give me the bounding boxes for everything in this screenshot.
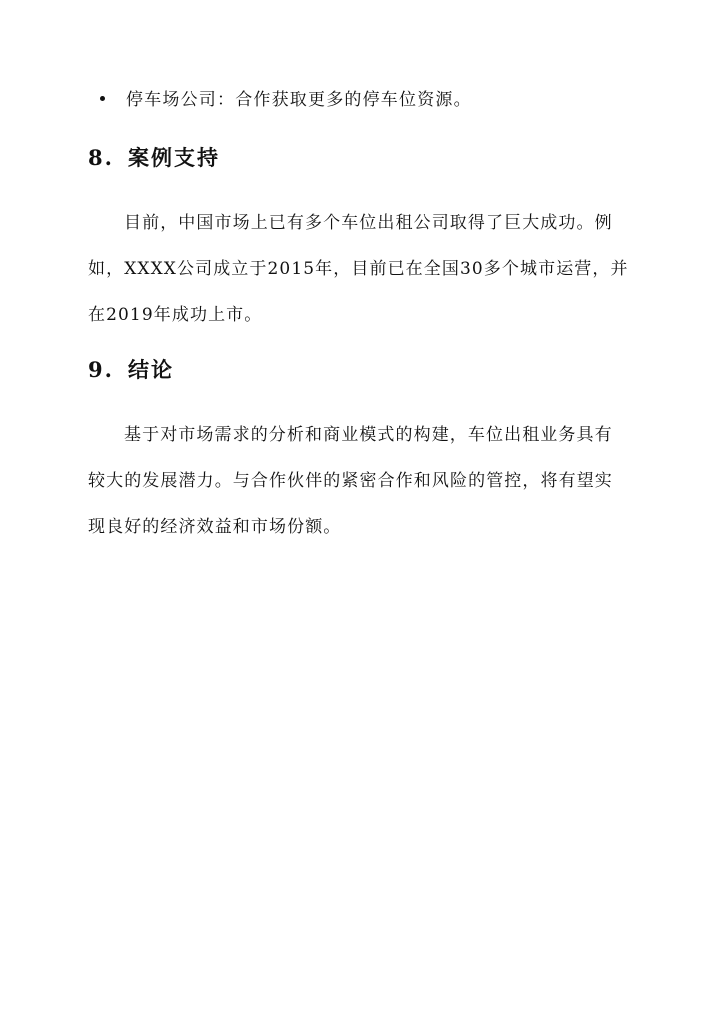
section-8-paragraph bbox=[88, 200, 634, 338]
section-number: 8. bbox=[88, 145, 114, 170]
paragraph-line: 在2019年成功上市。 bbox=[88, 305, 263, 325]
bullet-dot-icon bbox=[100, 96, 105, 101]
section-title: 结论 bbox=[128, 357, 174, 382]
section-number: 9. bbox=[88, 357, 114, 382]
section-9-paragraph bbox=[88, 412, 634, 550]
paragraph-line: 如，XXXX公司成立于2015年，目前已在全国30多个城市运营，并 bbox=[88, 259, 629, 279]
paragraph-line: 目前，中国市场上已有多个车位出租公司取得了巨大成功。例 bbox=[124, 213, 613, 233]
paragraph-line: 较大的发展潜力。与合作伙伴的紧密合作和风险的管控，将有望实 bbox=[88, 471, 613, 491]
bullet-item bbox=[100, 86, 660, 114]
section-title: 案例支持 bbox=[128, 145, 220, 170]
bullet-item-text: 停车场公司：合作获取更多的停车位资源。 bbox=[126, 90, 472, 110]
section-heading-9 bbox=[88, 355, 174, 385]
section-heading-8 bbox=[88, 143, 220, 173]
paragraph-line: 基于对市场需求的分析和商业模式的构建，车位出租业务具有 bbox=[124, 425, 613, 445]
paragraph-line: 现良好的经济效益和市场份额。 bbox=[88, 517, 342, 537]
